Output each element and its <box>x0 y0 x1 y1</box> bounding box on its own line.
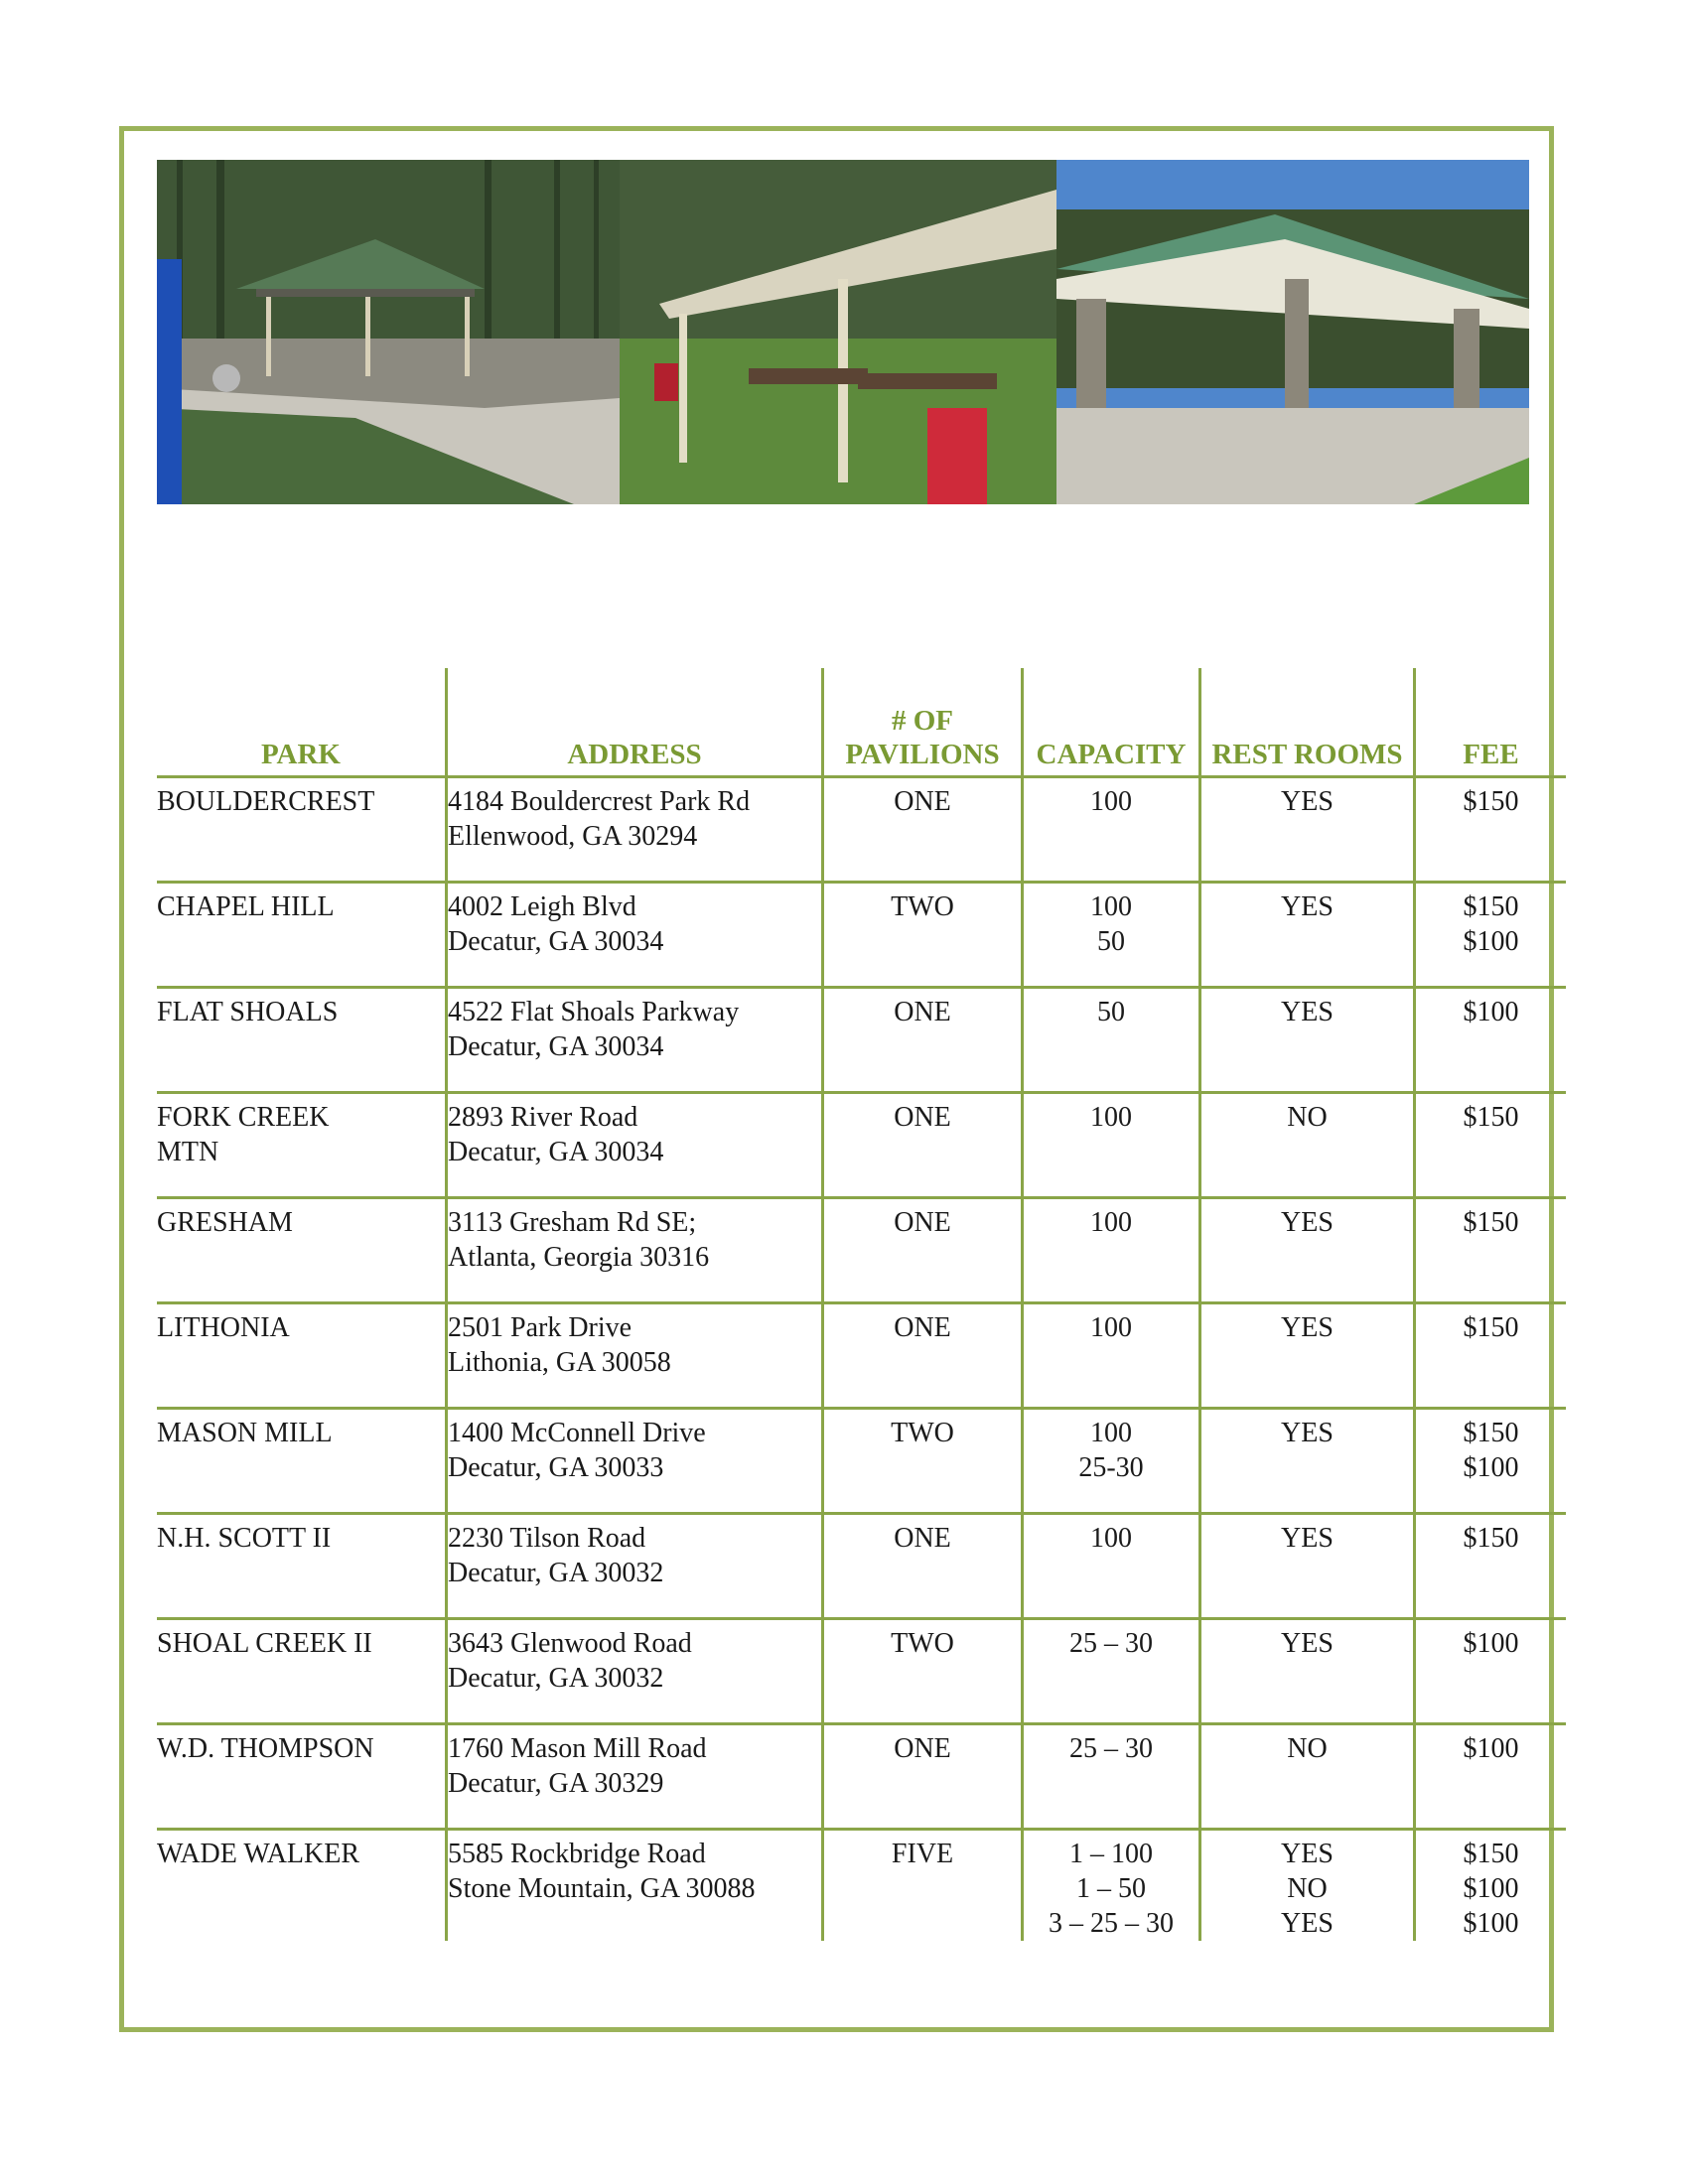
pavilion-count-cell <box>823 1830 1023 1942</box>
pavilion-count-cell <box>823 1724 1023 1830</box>
capacity-value: 3 – 25 – 30 <box>1049 1908 1174 1939</box>
address-line-2: Stone Mountain, GA 30088 <box>448 1873 756 1904</box>
capacity-value: 100 <box>1090 1418 1132 1448</box>
park-name-cell <box>157 988 447 1093</box>
table-row <box>157 1619 1566 1724</box>
pavilion-count: ONE <box>894 997 951 1027</box>
address-line-1: 2230 Tilson Road <box>448 1523 646 1554</box>
address-line-2: Decatur, GA 30034 <box>448 1137 664 1167</box>
table-row <box>157 883 1566 988</box>
address-line-1: 2501 Park Drive <box>448 1312 633 1343</box>
address-cell <box>447 1093 823 1198</box>
restrooms-cell <box>1200 1409 1415 1514</box>
address-line-2: Decatur, GA 30032 <box>448 1663 664 1694</box>
park-name: FORK CREEK MTN <box>157 1102 330 1167</box>
address-line-1: 4522 Flat Shoals Parkway <box>448 997 740 1027</box>
capacity-cell <box>1023 1830 1200 1942</box>
pavilion-count-cell <box>823 1303 1023 1409</box>
fee-cell <box>1415 883 1567 988</box>
capacity-value: 1 – 100 <box>1069 1839 1153 1869</box>
address-line-1: 5585 Rockbridge Road <box>448 1839 706 1869</box>
park-name-cell <box>157 883 447 988</box>
pavilion-count-cell <box>823 777 1023 883</box>
park-name-cell <box>157 1830 447 1942</box>
capacity-value: 100 <box>1090 1102 1132 1133</box>
fee-cell <box>1415 1619 1567 1724</box>
table-row <box>157 1093 1566 1198</box>
address-line-2: Atlanta, Georgia 30316 <box>448 1242 710 1273</box>
park-name: N.H. SCOTT II <box>157 1523 332 1554</box>
fee-value: $150 <box>1463 1312 1519 1343</box>
restrooms-value: YES <box>1281 1628 1334 1659</box>
address-cell <box>447 1303 823 1409</box>
pavilion-count: TWO <box>891 891 954 922</box>
capacity-value: 25-30 <box>1078 1452 1144 1483</box>
park-name-cell <box>157 1093 447 1198</box>
photo-strip <box>157 160 1529 504</box>
capacity-cell <box>1023 988 1200 1093</box>
capacity-cell <box>1023 1724 1200 1830</box>
capacity-value: 100 <box>1090 786 1132 817</box>
pavilion-count-cell <box>823 1093 1023 1198</box>
restrooms-value: YES <box>1281 1523 1334 1554</box>
fee-value: $150 <box>1463 1523 1519 1554</box>
park-name-cell <box>157 1198 447 1303</box>
fee-cell <box>1415 1514 1567 1619</box>
pavilion-count: ONE <box>894 1207 951 1238</box>
fee-cell <box>1415 1198 1567 1303</box>
table-header-row <box>157 668 1566 777</box>
capacity-cell <box>1023 883 1200 988</box>
address-cell <box>447 988 823 1093</box>
fee-cell <box>1415 1830 1567 1942</box>
pavilion-photo-3 <box>1056 160 1529 504</box>
pavilion-count-cell <box>823 1514 1023 1619</box>
fee-value: $100 <box>1463 1873 1519 1904</box>
pavilion-count-cell <box>823 1619 1023 1724</box>
pavilion-count-cell <box>823 988 1023 1093</box>
park-name-cell <box>157 1619 447 1724</box>
restrooms-value: YES <box>1281 1207 1334 1238</box>
capacity-value: 1 – 50 <box>1076 1873 1146 1904</box>
park-name: LITHONIA <box>157 1312 290 1343</box>
restrooms-value: NO <box>1287 1102 1328 1133</box>
address-cell <box>447 1830 823 1942</box>
pavilion-count-cell <box>823 1409 1023 1514</box>
capacity-value: 100 <box>1090 1207 1132 1238</box>
table-row <box>157 1830 1566 1942</box>
table-row <box>157 777 1566 883</box>
address-cell <box>447 883 823 988</box>
capacity-value: 100 <box>1090 1312 1132 1343</box>
restrooms-cell <box>1200 1303 1415 1409</box>
capacity-cell <box>1023 777 1200 883</box>
restrooms-value: YES <box>1281 1418 1334 1448</box>
park-name-cell <box>157 1303 447 1409</box>
address-line-2: Decatur, GA 30034 <box>448 926 664 957</box>
fee-value: $150 <box>1463 1207 1519 1238</box>
capacity-cell <box>1023 1409 1200 1514</box>
capacity-value: 100 <box>1090 1523 1132 1554</box>
address-line-2: Decatur, GA 30329 <box>448 1768 664 1799</box>
pavilion-photo-1 <box>157 160 620 504</box>
capacity-cell <box>1023 1514 1200 1619</box>
park-name: WADE WALKER <box>157 1839 360 1869</box>
pavilion-photo-2 <box>620 160 1056 504</box>
column-header-park: PARK <box>157 668 447 777</box>
capacity-value: 50 <box>1097 997 1125 1027</box>
table-row <box>157 1303 1566 1409</box>
pavilion-count-cell <box>823 1198 1023 1303</box>
restrooms-cell <box>1200 1198 1415 1303</box>
capacity-value: 50 <box>1097 926 1125 957</box>
column-header-fee: FEE <box>1415 668 1567 777</box>
restrooms-value: NO <box>1287 1873 1328 1904</box>
column-header-capacity: CAPACITY <box>1023 668 1200 777</box>
restrooms-value: NO <box>1287 1733 1328 1764</box>
address-line-1: 3643 Glenwood Road <box>448 1628 692 1659</box>
capacity-value: 100 <box>1090 891 1132 922</box>
restrooms-value: YES <box>1281 997 1334 1027</box>
column-header-address: ADDRESS <box>447 668 823 777</box>
address-cell <box>447 1198 823 1303</box>
restrooms-value: YES <box>1281 1839 1334 1869</box>
park-name-cell <box>157 1409 447 1514</box>
capacity-cell <box>1023 1093 1200 1198</box>
restrooms-cell <box>1200 988 1415 1093</box>
capacity-cell <box>1023 1303 1200 1409</box>
restrooms-value: YES <box>1281 891 1334 922</box>
capacity-cell <box>1023 1619 1200 1724</box>
park-name: SHOAL CREEK II <box>157 1628 372 1659</box>
fee-cell <box>1415 988 1567 1093</box>
restrooms-cell <box>1200 1724 1415 1830</box>
park-name: GRESHAM <box>157 1207 293 1238</box>
park-name-cell <box>157 777 447 883</box>
restrooms-value: YES <box>1281 786 1334 817</box>
pavilion-count: ONE <box>894 1312 951 1343</box>
address-line-2: Decatur, GA 30033 <box>448 1452 664 1483</box>
restrooms-cell <box>1200 1830 1415 1942</box>
pavilion-count: ONE <box>894 1523 951 1554</box>
fee-value: $150 <box>1463 1102 1519 1133</box>
fee-value: $100 <box>1463 1628 1519 1659</box>
address-cell <box>447 1724 823 1830</box>
restrooms-cell <box>1200 1619 1415 1724</box>
column-header-pavilions: # OF PAVILIONS <box>823 668 1023 777</box>
address-line-1: 4184 Bouldercrest Park Rd <box>448 786 751 817</box>
fee-cell <box>1415 1724 1567 1830</box>
park-name: BOULDERCREST <box>157 786 375 817</box>
table-row <box>157 1724 1566 1830</box>
restrooms-value: YES <box>1281 1312 1334 1343</box>
restrooms-cell <box>1200 777 1415 883</box>
column-header-restrooms: REST ROOMS <box>1200 668 1415 777</box>
fee-cell <box>1415 1093 1567 1198</box>
address-line-1: 1760 Mason Mill Road <box>448 1733 707 1764</box>
restrooms-value: YES <box>1281 1908 1334 1939</box>
table-row <box>157 1409 1566 1514</box>
table-row <box>157 988 1566 1093</box>
fee-value: $100 <box>1463 1733 1519 1764</box>
park-name: MASON MILL <box>157 1418 333 1448</box>
pavilion-count: ONE <box>894 786 951 817</box>
address-line-1: 2893 River Road <box>448 1102 638 1133</box>
fee-cell <box>1415 1409 1567 1514</box>
fee-value: $150 <box>1463 891 1519 922</box>
park-name-cell <box>157 1724 447 1830</box>
restrooms-cell <box>1200 1514 1415 1619</box>
fee-value: $100 <box>1463 1908 1519 1939</box>
pavilion-count: FIVE <box>891 1839 954 1869</box>
pavilion-count: ONE <box>894 1733 951 1764</box>
park-name: CHAPEL HILL <box>157 891 335 922</box>
address-line-2: Lithonia, GA 30058 <box>448 1347 671 1378</box>
table-row <box>157 1514 1566 1619</box>
capacity-value: 25 – 30 <box>1069 1628 1153 1659</box>
address-cell <box>447 1409 823 1514</box>
pavilion-count: TWO <box>891 1418 954 1448</box>
address-cell <box>447 777 823 883</box>
park-name-cell <box>157 1514 447 1619</box>
fee-value: $100 <box>1463 926 1519 957</box>
address-line-1: 4002 Leigh Blvd <box>448 891 636 922</box>
fee-value: $100 <box>1463 1452 1519 1483</box>
address-line-1: 1400 McConnell Drive <box>448 1418 706 1448</box>
address-cell <box>447 1619 823 1724</box>
pavilion-count-cell <box>823 883 1023 988</box>
capacity-value: 25 – 30 <box>1069 1733 1153 1764</box>
pavilion-count: TWO <box>891 1628 954 1659</box>
fee-value: $100 <box>1463 997 1519 1027</box>
fee-cell <box>1415 777 1567 883</box>
fee-value: $150 <box>1463 786 1519 817</box>
address-cell <box>447 1514 823 1619</box>
address-line-2: Decatur, GA 30034 <box>448 1031 664 1062</box>
restrooms-cell <box>1200 883 1415 988</box>
park-name: FLAT SHOALS <box>157 997 339 1027</box>
address-line-2: Ellenwood, GA 30294 <box>448 821 698 852</box>
address-line-1: 3113 Gresham Rd SE; <box>448 1207 697 1238</box>
restrooms-cell <box>1200 1093 1415 1198</box>
fee-value: $150 <box>1463 1839 1519 1869</box>
table-row <box>157 1198 1566 1303</box>
fee-cell <box>1415 1303 1567 1409</box>
fee-value: $150 <box>1463 1418 1519 1448</box>
capacity-cell <box>1023 1198 1200 1303</box>
park-name: W.D. THOMPSON <box>157 1733 374 1764</box>
park-pavilion-table <box>157 668 1566 1941</box>
pavilion-count: ONE <box>894 1102 951 1133</box>
address-line-2: Decatur, GA 30032 <box>448 1558 664 1588</box>
